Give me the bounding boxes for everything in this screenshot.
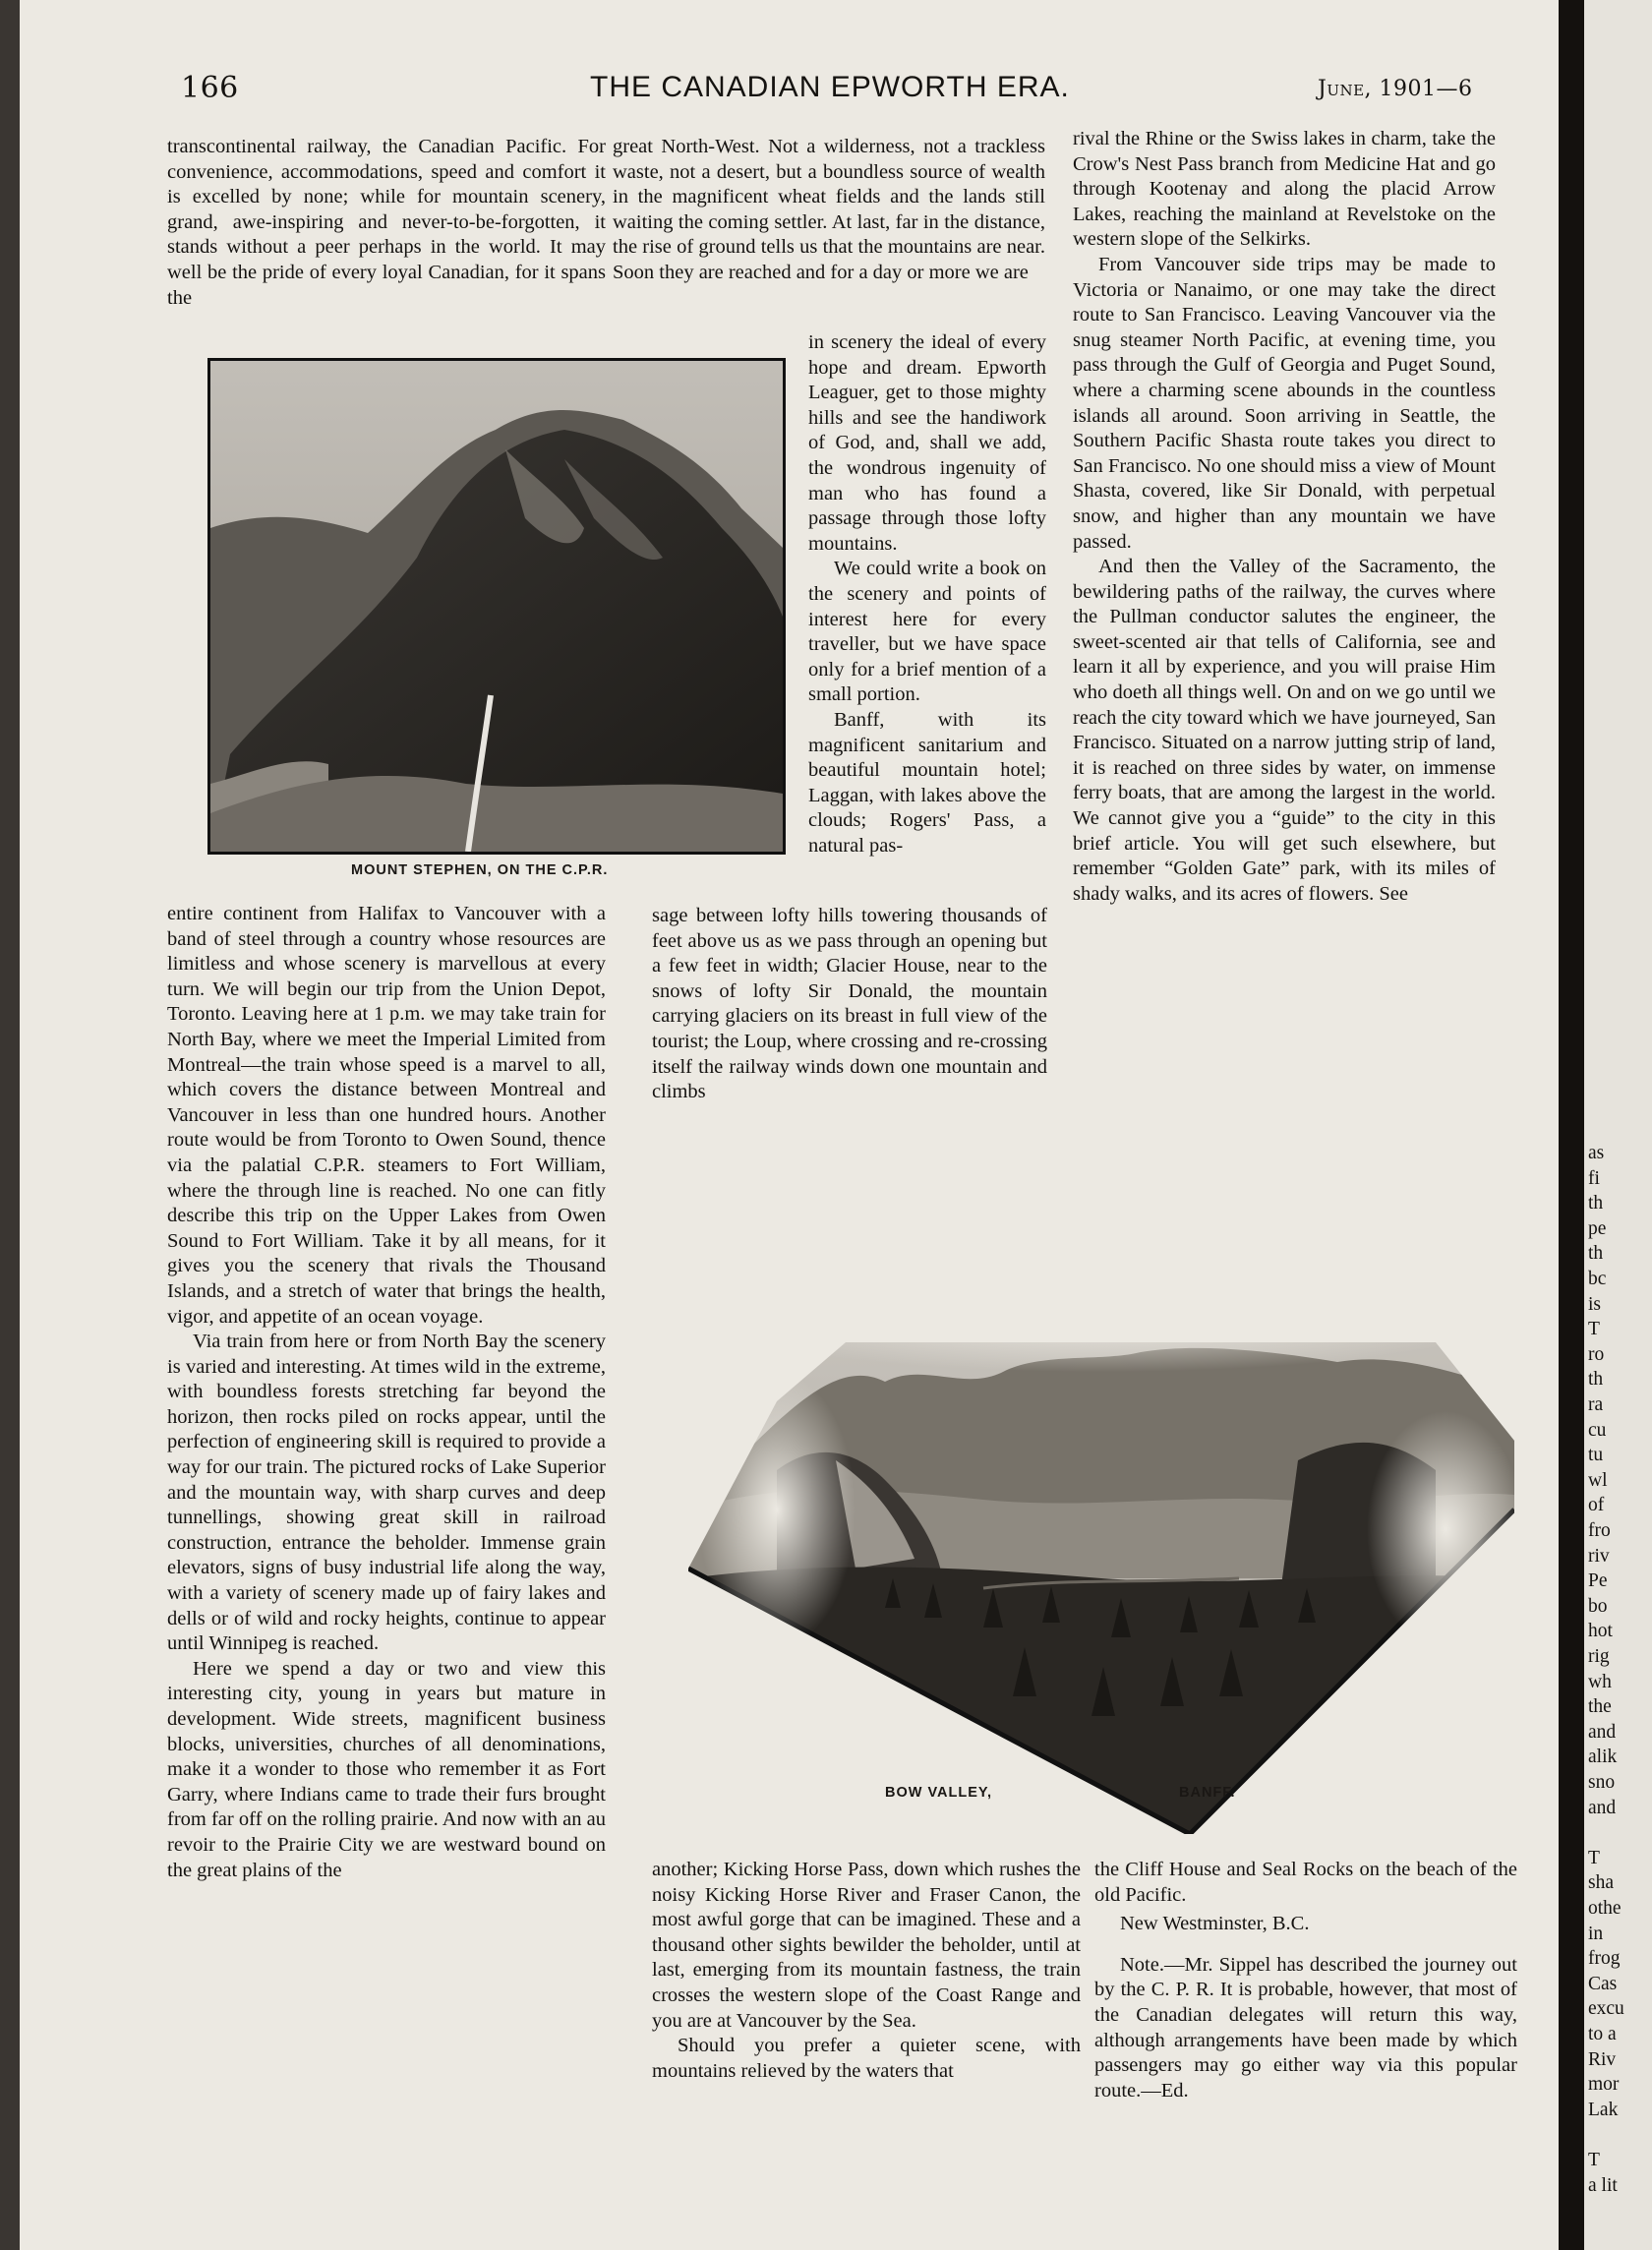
adjacent-page-fragment: excu: [1588, 1998, 1624, 2020]
paragraph: Banff, with its magnificent sanitarium and beautiful mountain hotel; Laggan, with lakes above the clouds; Rogers' Pass, a natural pas-: [808, 708, 1046, 857]
adjacent-page-fragment: frog: [1588, 1948, 1621, 1970]
paragraph: the Cliff House and Seal Rocks on the beach of the old Pacific.: [1094, 1859, 1517, 1906]
adjacent-page-fragment: th: [1588, 1193, 1604, 1214]
adjacent-page-fragment: a lit: [1588, 2174, 1618, 2196]
dateline: New Westminster, B.C.: [1120, 1913, 1310, 1935]
page-number: 166: [181, 71, 239, 105]
column3-bottom: [1094, 1858, 1517, 2103]
issue-date: June, 1901—6: [1318, 77, 1473, 101]
adjacent-page-fragment: is: [1588, 1293, 1602, 1315]
paragraph: another; Kicking Horse Pass, down which rushes the noisy Kicking Horse River and Fraser Canon, the most awful gorge that can be imagined. These and a thousand other sights bewilder the beholder, until at last, emerging from its mountain fastness, the train crosses the western slope of the Coast Range and you are at Vancouver by the Sea.: [652, 1859, 1081, 2032]
paragraph: entire continent from Halifax to Vancouver with a band of steel through a country whose resources are limitless and whose scenery is marvellous at every turn. We will begin our trip from the Union Depot, Toronto. Leaving here at 1 p.m. we may take train for North Bay, where we meet the Imperial Limited from Montreal—the train whose speed is a marvel to all, which covers the distance between Montreal and Vancouver in less than one hundred hours. Another route would be from Toronto to Owen Sound, thence via the palatial C.P.R. steamers to Fort William, where the through line is reached. No one can fitly describe this trip on the Upper Lakes from Owen Sound to Fort William. Take it by all means, for it gives you the scenery that rivals the Thousand Islands, and a stretch of water that brings the health, vigor, and appetite of an ocean voyage.: [167, 903, 606, 1328]
adjacent-page-fragment: pe: [1588, 1217, 1607, 1239]
adjacent-page-fragment: fro: [1588, 1520, 1611, 1541]
column1-body: [167, 902, 606, 1883]
paragraph: Should you prefer a quieter scene, with mountains relieved by the waters that: [652, 2035, 1081, 2082]
adjacent-page-fragment: th: [1588, 1243, 1604, 1265]
adjacent-page-fragment: th: [1588, 1369, 1604, 1391]
adjacent-page-fragment: Riv: [1588, 2048, 1617, 2070]
adjacent-page-fragment: and: [1588, 1721, 1617, 1743]
banff-caption: BANFF.: [1179, 1785, 1236, 1801]
mount-stephen-photo: [207, 358, 786, 855]
column2-middle: [652, 904, 1047, 1105]
paragraph: sage between lofty hills towering thousands of feet above us as we pass through an opening but a few feet in width; Glacier House, near to the snows of lofty Sir Donald, the mountain carrying glaciers on its breast in full view of the tourist; the Loup, where crossing and re-crossing itself the railway winds down one mountain and climbs: [652, 905, 1047, 1103]
adjacent-page-fragment: wh: [1588, 1671, 1612, 1692]
mount-stephen-caption: MOUNT STEPHEN, ON THE C.P.R.: [351, 862, 609, 878]
adjacent-page-fragment: of: [1588, 1495, 1605, 1516]
adjacent-page-fragment: and: [1588, 1797, 1617, 1818]
column2-top-wide: [613, 135, 1045, 286]
column3-top: [1073, 127, 1496, 907]
adjacent-page-fragment: Pe: [1588, 1570, 1608, 1592]
paragraph: transcontinental railway, the Canadian Pacific. For convenience, accommodations, speed and comfort it is excelled by none; while for mountain scenery, grand, awe-inspiring and never-to-be-forgotten, it stands without a peer perhaps in the world. It may well be the pride of every loyal Canadian, for it spans the: [167, 136, 606, 309]
paragraph: We could write a book on the scenery and points of interest here for every traveller, but we have space only for a brief mention of a small portion.: [808, 558, 1046, 706]
adjacent-page-fragment: the: [1588, 1696, 1612, 1718]
adjacent-page-fragment: othe: [1588, 1898, 1622, 1919]
adjacent-page-fragment: sha: [1588, 1872, 1614, 1894]
paragraph: Via train from here or from North Bay the scenery is varied and interesting. At times wild in the extreme, with boundless forests stretching far beyond the horizon, then rocks piled on rocks appear, until the perfection of engineering skill is required to provide a way for our train. The pictured rocks of Lake Superior and the mountain way, with sharp curves and deep tunnellings, showing great skill in railroad construction, entrance the beholder. Immense grain elevators, signs of busy industrial life along the way, with a variety of scenery made up of fairy lakes and dells or of wild and rocky heights, continue to appear until Winnipeg is reached.: [167, 1331, 606, 1655]
adjacent-page-fragment: wl: [1588, 1469, 1608, 1491]
adjacent-page-edge: [1584, 0, 1652, 2250]
adjacent-page-fragment: bo: [1588, 1595, 1608, 1617]
adjacent-page-fragment: in: [1588, 1923, 1604, 1944]
paragraph: From Vancouver side trips may be made to Victoria or Nanaimo, or one may take the direct route to San Francisco. Leaving Vancouver via the snug steamer North Pacific, at evening time, you pass through the Gulf of Georgia and Puget Sound, where a charming scene abounds in the countless islands all around. Soon arriving in Seattle, the Southern Pacific Shasta route takes you direct to San Francisco. No one should miss a view of Mount Shasta, covered, like Sir Donald, with perpetual snow, and higher than any mountain we have passed.: [1073, 253, 1496, 553]
adjacent-page-fragment: riv: [1588, 1545, 1610, 1567]
adjacent-page-fragment: Lak: [1588, 2099, 1619, 2120]
adjacent-page-fragment: ro: [1588, 1343, 1605, 1365]
adjacent-page-fragment: hot: [1588, 1621, 1613, 1642]
adjacent-page-fragment: mor: [1588, 2074, 1620, 2096]
magazine-page: [20, 0, 1559, 2250]
adjacent-page-fragment: fi: [1588, 1167, 1600, 1189]
paragraph: Here we spend a day or two and view this interesting city, young in years but mature in development. Wide streets, magnificent business blocks, universities, churches of all denominations, make it a wonder to those who remember it as Fort Garry, where Indians came to trade their furs brought from far off on the rolling prairie. And now with an au revoir to the Prairie City we are westward bound on the great plains of the: [167, 1657, 606, 1881]
bow-valley-caption: BOW VALLEY,: [885, 1785, 993, 1801]
paragraph: rival the Rhine or the Swiss lakes in charm, take the Crow's Nest Pass branch from Medicine Hat and go through Kootenay and along the placid Arrow Lakes, reaching the mainland at Revelstoke on the western slope of the Selkirks.: [1073, 128, 1496, 251]
adjacent-page-fragment: T: [1588, 1319, 1600, 1340]
adjacent-page-fragment: to a: [1588, 2024, 1617, 2044]
running-title: THE CANADIAN EPWORTH ERA.: [590, 71, 1070, 103]
paragraph: in scenery the ideal of every hope and dream. Epworth Leaguer, get to those mighty hills and see the handiwork of God, and, shall we add, the wondrous ingenuity of man who has found a passage through those lofty mountains.: [808, 331, 1046, 555]
adjacent-page-fragment: T: [1588, 2150, 1600, 2170]
adjacent-page-fragment: alik: [1588, 1747, 1618, 1768]
adjacent-page-fragment: cu: [1588, 1419, 1607, 1441]
paragraph: great North-West. Not a wilderness, not a trackless waste, not a desert, but a boundless source of wealth in the magnificent wheat fields and the lands still waiting the coming settler. At last, far in the distance, the rise of ground tells us that the mountains are near. Soon they are reached and for a day or more we are: [613, 136, 1045, 283]
adjacent-page-fragment: ra: [1588, 1394, 1604, 1415]
adjacent-page-fragment: T: [1588, 1847, 1600, 1868]
adjacent-page-fragment: Cas: [1588, 1973, 1618, 1994]
bow-valley-photo: [688, 1283, 1514, 1834]
column2-top-narrow: [808, 330, 1046, 859]
column1-top: [167, 135, 606, 311]
editor-note: Note.—Mr. Sippel has described the journey out by the C. P. R. It is probable, however, that most of the Canadian delegates will return this way, although arrangements have been made by which passengers may go either way via this popular route.—Ed.: [1094, 1953, 1517, 2102]
adjacent-page-fragment: rig: [1588, 1646, 1610, 1667]
binding-gutter: [1559, 0, 1584, 2250]
adjacent-page-fragment: sno: [1588, 1772, 1616, 1793]
adjacent-page-fragment: tu: [1588, 1445, 1604, 1466]
adjacent-page-fragment: as: [1588, 1143, 1605, 1163]
adjacent-page-fragment: bc: [1588, 1269, 1607, 1289]
column2-bottom: [652, 1858, 1081, 2084]
paragraph: And then the Valley of the Sacramento, the bewildering paths of the railway, the curves where the Pullman conductor salutes the engineer, the sweet-scented air that tells of California, see and learn it all by experience, and you will praise Him who doeth all things well. On and on we go until we reach the city toward which we have journeyed, San Francisco. Situated on a narrow jutting strip of land, it is reached on three sides by water, on immense ferry boats, that are among the largest in the world. We cannot give you a “guide” to the city in this brief article. You will get such elsewhere, but remember “Golden Gate” park, with its miles of shady walks, and its acres of flowers. See: [1073, 556, 1496, 905]
